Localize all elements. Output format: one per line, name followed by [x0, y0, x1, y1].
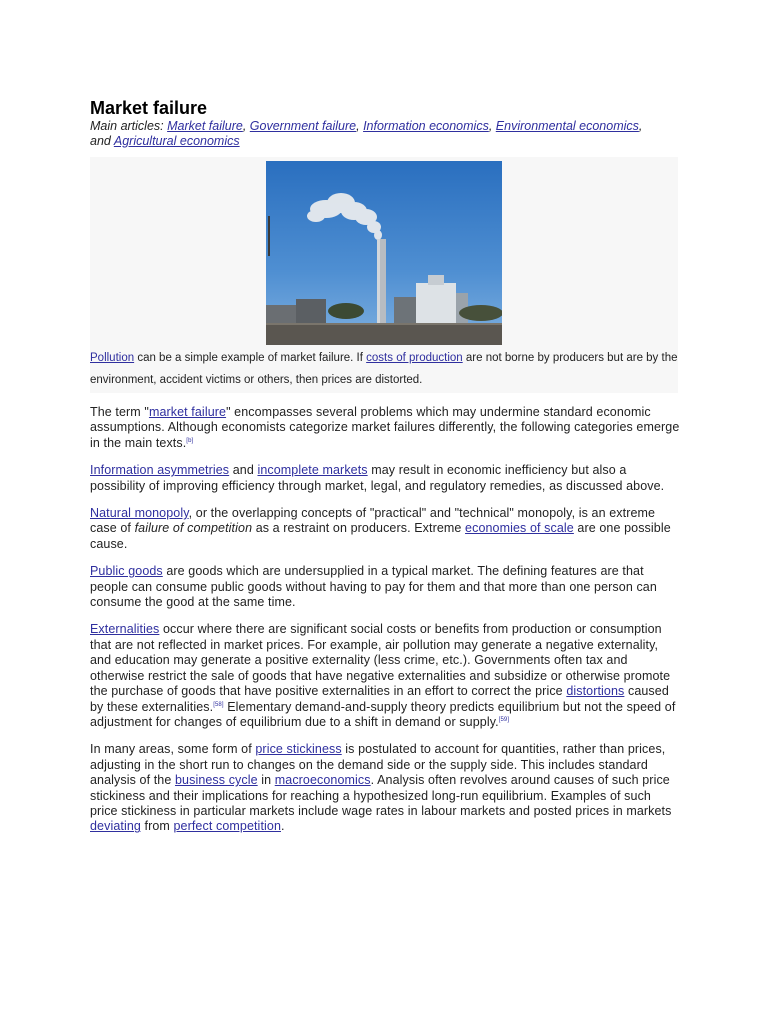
link-natural-monopoly[interactable]: Natural monopoly — [90, 506, 189, 521]
article-content — [90, 97, 680, 835]
link-perfect-competition[interactable]: perfect competition — [173, 819, 281, 834]
paragraph-intro — [90, 405, 680, 451]
link-public-goods[interactable]: Public goods — [90, 564, 163, 579]
link-distortions[interactable]: distortions — [566, 684, 625, 699]
text: The term " — [90, 405, 149, 419]
text: is postulated to account for quantities, rather than prices, adjusting in the short run to changes on the demand side or the supply side. This includes standard analysis of the — [90, 742, 666, 788]
reference-58[interactable]: [58] — [213, 701, 224, 708]
smokestack-pollution-image[interactable] — [266, 161, 502, 345]
hatnote-separator: , — [488, 119, 496, 133]
text: and — [229, 463, 258, 478]
link-information-economics[interactable]: Information economics — [363, 119, 489, 133]
link-environmental-economics[interactable]: Environmental economics — [495, 119, 639, 133]
text: In many areas, some form of — [90, 742, 256, 757]
paragraph-externalities — [90, 622, 680, 730]
link-information-asymmetries[interactable]: Information asymmetries — [90, 463, 230, 478]
text: . — [281, 819, 285, 834]
link-market-failure-term[interactable]: market failure — [148, 405, 227, 419]
hatnote-separator: , — [638, 119, 643, 133]
text: occur where there are significant social costs or benefits from production or consumption that are not reflected in market prices. For example, air pollution may generate a negative externality, and education may generate a positive externality (less crime, etc.). Governments often tax and otherwise restrict the sale of goods that have negative externalities and subsidize or otherwise promote the purchase of goods that have positive externalities in an effort to correct the price — [90, 622, 671, 699]
text: , or the overlapping concepts of "practical" and "technical" monopoly, is an extreme case of — [90, 506, 656, 536]
link-macroeconomics[interactable]: macroeconomics — [274, 773, 371, 788]
emphasis: failure of competition — [134, 521, 253, 536]
link-economies-of-scale[interactable]: economies of scale — [465, 521, 574, 536]
text: in — [257, 773, 275, 788]
caption-text: are not borne by producers but are by the environment, accident victims or others, then prices are distorted. — [90, 352, 678, 386]
hatnote — [90, 119, 680, 149]
text: as a restraint on producers. Extreme — [252, 521, 466, 536]
link-price-stickiness[interactable]: price stickiness — [255, 742, 342, 757]
reference-b[interactable]: [b] — [186, 437, 194, 444]
section-heading: Market failure — [90, 98, 208, 118]
text: may result in economic inefficiency but also a possibility of improving efficiency through market, legal, and regulatory remedies, as discussed above. — [90, 463, 665, 493]
caption-text: can be a simple example of market failure. If — [134, 352, 367, 364]
link-government-failure[interactable]: Government failure — [249, 119, 357, 133]
link-incomplete-markets[interactable]: incomplete markets — [257, 463, 368, 478]
link-costs-of-production[interactable]: costs of production — [366, 352, 463, 364]
link-market-failure[interactable]: Market failure — [167, 119, 243, 133]
paragraph-natural-monopoly — [90, 506, 680, 552]
text: . Analysis often revolves around causes of such price stickiness and their implications for reaching a hypothesized long-run equilibrium. Examples of such price stickiness in particular markets include wage rates in labour markets and posted prices in markets — [90, 773, 672, 818]
hatnote-separator: , — [356, 119, 364, 133]
text: from — [140, 819, 174, 834]
text: are one possible cause. — [90, 521, 671, 551]
paragraph-public-goods — [90, 564, 680, 610]
figure — [90, 157, 678, 393]
link-deviating[interactable]: deviating — [90, 819, 141, 834]
link-pollution[interactable]: Pollution — [90, 352, 135, 364]
reference-59[interactable]: [59] — [498, 716, 510, 723]
text: " encompasses several problems which may undermine standard economic assumptions. Although economists categorize market failures differently, the following categories emerge in the main texts. — [90, 405, 680, 450]
hatnote-and: and — [90, 134, 114, 148]
text: caused by these externalities. — [90, 684, 669, 714]
link-agricultural-economics[interactable]: Agricultural economics — [113, 134, 240, 148]
paragraph-information-asymmetries — [90, 463, 680, 494]
text: are goods which are undersupplied in a typical market. The defining features are that people can consume public goods without having to pay for them and that more than one person can consume the good at the same time. — [90, 564, 657, 610]
paragraph-price-stickiness — [90, 742, 680, 834]
text: Elementary demand-and-supply theory predicts equilibrium but not the speed of adjustment for changes of equilibrium due to a shift in demand or supply. — [90, 699, 676, 729]
figure-caption — [90, 345, 678, 391]
hatnote-prefix: Main articles: — [90, 119, 168, 133]
link-externalities[interactable]: Externalities — [90, 622, 160, 637]
link-business-cycle[interactable]: business cycle — [174, 773, 258, 788]
hatnote-separator: , — [242, 119, 250, 133]
